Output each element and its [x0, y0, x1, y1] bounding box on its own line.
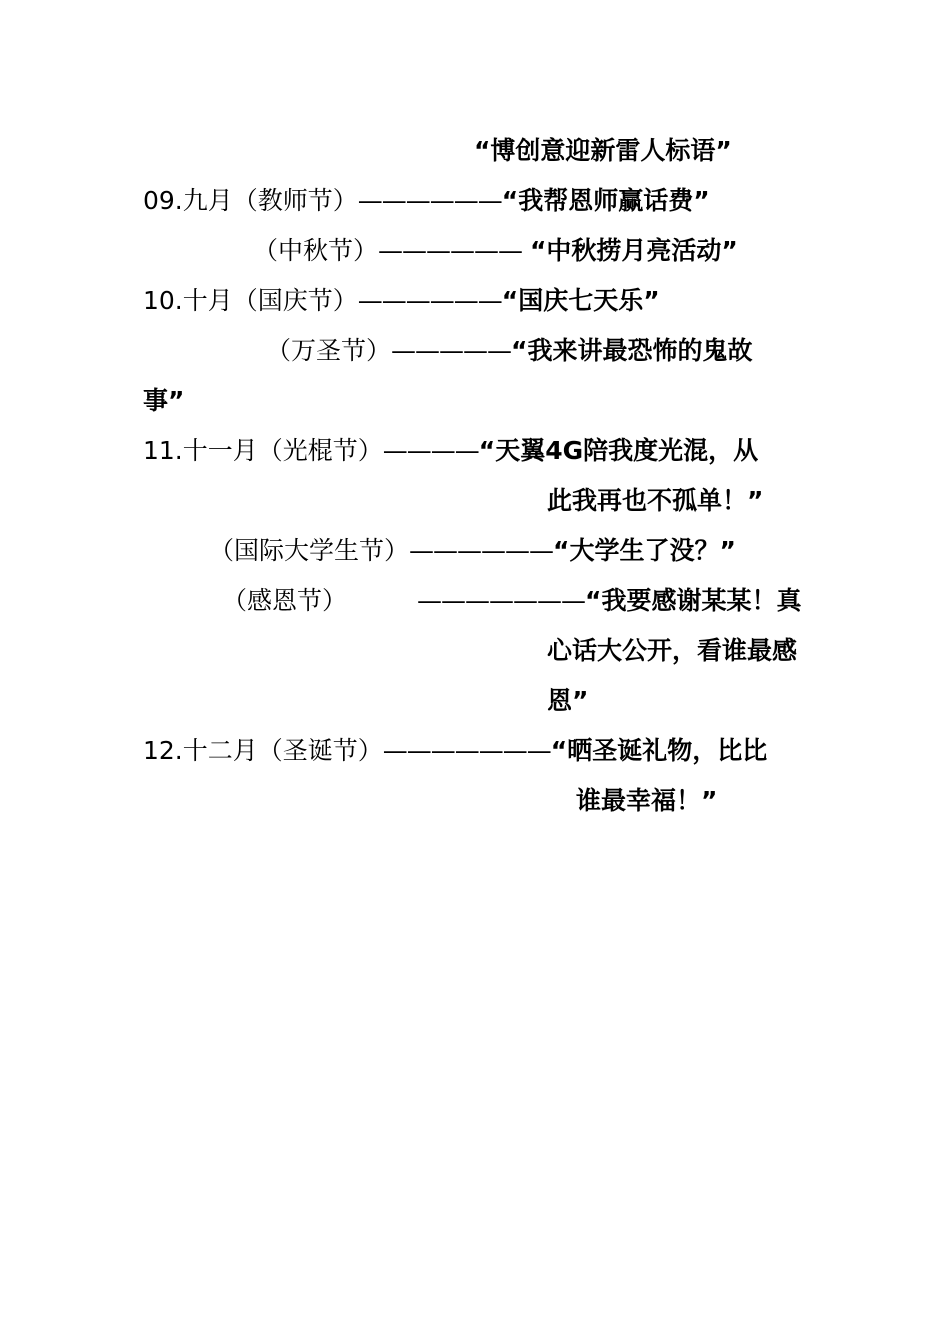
- dash-separator: ————: [382, 436, 479, 465]
- slogan: “博创意迎新雷人标语”: [474, 136, 732, 165]
- slogan: “我要感谢某某！真: [585, 586, 802, 615]
- dash-separator: ——————: [357, 286, 502, 315]
- line-intl-students-day: [209, 536, 736, 566]
- line-thanksgiving-cont-2: [547, 686, 588, 716]
- dash-separator: ———————: [382, 736, 551, 765]
- slogan: “天翼4G陪我度光混，从: [478, 436, 759, 465]
- month-label: 12.十二月（圣诞节）: [143, 736, 383, 765]
- festival-label: （感恩节）: [222, 586, 348, 615]
- festival-label: （万圣节）: [266, 336, 392, 365]
- line-november-singles-day: [143, 436, 758, 466]
- month-label: 09.九月（教师节）: [143, 186, 358, 215]
- line-thanksgiving-cont-1: [547, 636, 797, 666]
- slogan: “晒圣诞礼物，比比: [550, 736, 768, 765]
- line-singles-day-cont: [547, 486, 763, 516]
- slogan: “大学生了没？”: [553, 536, 736, 565]
- slogan-continuation: 事”: [143, 386, 185, 415]
- slogan-continuation: 心话大公开，看谁最感: [547, 636, 798, 665]
- slogan-continuation: 谁最幸福！”: [576, 786, 718, 815]
- slogan: “中秋捞月亮活动”: [529, 236, 738, 265]
- slogan: “我来讲最恐怖的鬼故: [511, 336, 753, 365]
- month-label: 11.十一月（光棍节）: [143, 436, 383, 465]
- slogan-continuation: 恩”: [547, 686, 589, 715]
- dash-separator: ———————: [417, 586, 586, 615]
- line-december-christmas: [143, 736, 767, 766]
- line-halloween-cont: [143, 386, 184, 416]
- line-christmas-cont: [576, 786, 717, 816]
- dash-separator: —————: [391, 336, 512, 365]
- slogan-continuation: 此我再也不孤单！”: [547, 486, 764, 515]
- line-halloween: [266, 336, 752, 366]
- festival-label: （中秋节）: [253, 236, 379, 265]
- line-october-national-day: [143, 286, 660, 316]
- dash-separator: ——————: [409, 536, 554, 565]
- slogan: “国庆七天乐”: [501, 286, 660, 315]
- month-label: 10.十月（国庆节）: [143, 286, 358, 315]
- festival-label: （国际大学生节）: [209, 536, 410, 565]
- line-september-teachers-day: [143, 186, 710, 216]
- dash-separator: ——————: [357, 186, 502, 215]
- slogan: “我帮恩师赢话费”: [501, 186, 710, 215]
- line-thanksgiving: [222, 586, 801, 616]
- line-1: [474, 136, 732, 166]
- dash-separator: ——————: [378, 236, 523, 265]
- line-mid-autumn: [253, 236, 738, 266]
